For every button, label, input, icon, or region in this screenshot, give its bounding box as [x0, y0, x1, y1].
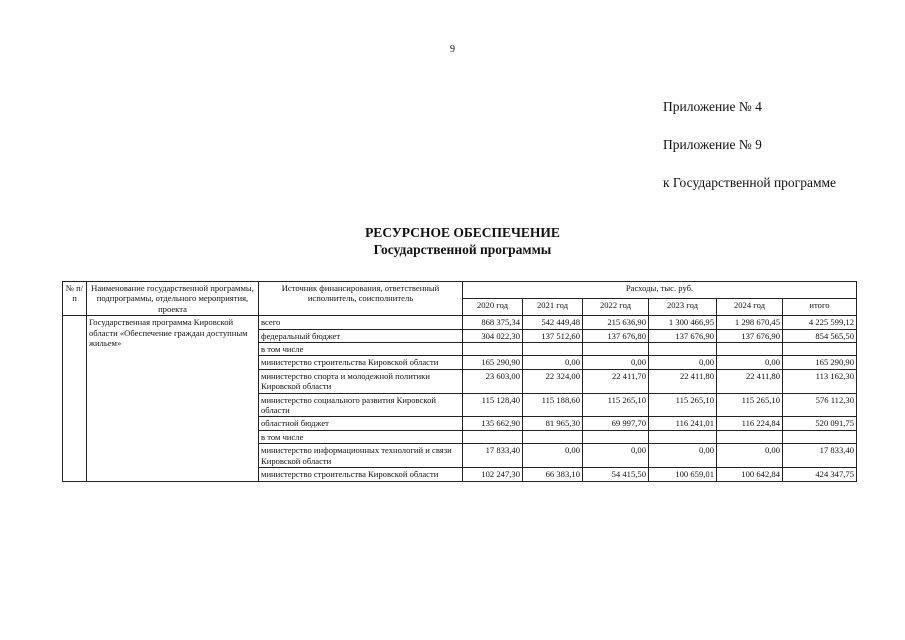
total-cell: 165 290,90 [783, 356, 857, 369]
amount-cell: 0,00 [523, 444, 583, 468]
header-year-2023: 2023 год [649, 299, 717, 316]
amount-cell: 116 241,01 [649, 417, 717, 430]
amount-cell: 23 603,00 [463, 369, 523, 393]
amount-cell [463, 430, 523, 443]
amount-cell: 22 411,80 [649, 369, 717, 393]
row-number-cell [63, 316, 87, 481]
amount-cell: 215 636,90 [583, 316, 649, 329]
amount-cell: 1 300 466,95 [649, 316, 717, 329]
amount-cell: 542 449,48 [523, 316, 583, 329]
amount-cell [583, 343, 649, 356]
funding-source-cell: министерство спорта и молодежной политики Кировской области [259, 369, 463, 393]
table-row [63, 316, 857, 329]
header-source: Источник финансирования, ответственный исполнитель, соисполнитель [259, 282, 463, 316]
amount-cell: 115 265,10 [583, 393, 649, 417]
funding-source-cell: в том числе [259, 343, 463, 356]
amount-cell [717, 430, 783, 443]
amount-cell: 102 247,30 [463, 468, 523, 481]
amount-cell: 137 676,90 [649, 329, 717, 342]
amount-cell [523, 343, 583, 356]
title-line-2: Государственной программы [373, 242, 552, 257]
amount-cell: 868 375,34 [463, 316, 523, 329]
table-body [63, 316, 857, 481]
amount-cell: 304 022,30 [463, 329, 523, 342]
amount-cell [463, 343, 523, 356]
amount-cell: 0,00 [717, 444, 783, 468]
program-name-cell: Государственная программа Кировской области «Обеспечение граждан доступным жильем» [87, 316, 259, 481]
document-title [0, 224, 905, 258]
header-year-2024: 2024 год [717, 299, 783, 316]
amount-cell [649, 343, 717, 356]
amount-cell: 137 676,80 [583, 329, 649, 342]
amount-cell: 135 662,90 [463, 417, 523, 430]
funding-source-cell: федеральный бюджет [259, 329, 463, 342]
header-name: Наименование государственной программы, подпрограммы, отдельного мероприятия, проекта [87, 282, 259, 316]
amount-cell: 22 324,00 [523, 369, 583, 393]
amount-cell: 54 415,50 [583, 468, 649, 481]
amount-cell [649, 430, 717, 443]
amount-cell: 115 265,10 [717, 393, 783, 417]
total-cell: 113 162,30 [783, 369, 857, 393]
header-year-2020: 2020 год [463, 299, 523, 316]
header-number: № п/п [63, 282, 87, 316]
amount-cell: 0,00 [523, 356, 583, 369]
amount-cell: 17 833,40 [463, 444, 523, 468]
header-total: итого [783, 299, 857, 316]
amount-cell: 66 383,10 [523, 468, 583, 481]
total-cell: 4 225 599,12 [783, 316, 857, 329]
amount-cell [717, 343, 783, 356]
total-cell: 854 565,50 [783, 329, 857, 342]
amount-cell: 0,00 [649, 356, 717, 369]
total-cell [783, 430, 857, 443]
amount-cell: 69 997,70 [583, 417, 649, 430]
total-cell: 17 833,40 [783, 444, 857, 468]
amount-cell: 100 642,84 [717, 468, 783, 481]
total-cell: 424 347,75 [783, 468, 857, 481]
amount-cell: 115 128,40 [463, 393, 523, 417]
appendix-line-2: Приложение № 9 [663, 137, 762, 152]
header-year-2021: 2021 год [523, 299, 583, 316]
amount-cell [583, 430, 649, 443]
funding-source-cell: министерство информационных технологий и связи Кировской области [259, 444, 463, 468]
amount-cell [523, 430, 583, 443]
amount-cell: 1 298 670,45 [717, 316, 783, 329]
header-year-2022: 2022 год [583, 299, 649, 316]
amount-cell: 116 224,84 [717, 417, 783, 430]
appendix-line-1: Приложение № 4 [663, 99, 762, 114]
total-cell [783, 343, 857, 356]
page-number: 9 [450, 44, 455, 55]
amount-cell: 22 411,70 [583, 369, 649, 393]
funding-source-cell: министерство строительства Кировской области [259, 468, 463, 481]
amount-cell: 137 676,90 [717, 329, 783, 342]
total-cell: 576 112,30 [783, 393, 857, 417]
funding-source-cell: министерство строительства Кировской области [259, 356, 463, 369]
funding-source-cell: в том числе [259, 430, 463, 443]
funding-source-cell: министерство социального развития Кировской области [259, 393, 463, 417]
amount-cell: 22 411,80 [717, 369, 783, 393]
amount-cell: 115 188,60 [523, 393, 583, 417]
amount-cell: 81 965,30 [523, 417, 583, 430]
amount-cell: 165 290,90 [463, 356, 523, 369]
title-line-1: РЕСУРСНОЕ ОБЕСПЕЧЕНИЕ [365, 225, 560, 240]
amount-cell: 100 659,01 [649, 468, 717, 481]
amount-cell: 137 512,60 [523, 329, 583, 342]
amount-cell: 0,00 [583, 444, 649, 468]
amount-cell: 0,00 [717, 356, 783, 369]
amount-cell: 0,00 [583, 356, 649, 369]
amount-cell: 115 265,10 [649, 393, 717, 417]
funding-source-cell: всего [259, 316, 463, 329]
resource-table [62, 281, 857, 482]
amount-cell: 0,00 [649, 444, 717, 468]
funding-source-cell: областной бюджет [259, 417, 463, 430]
total-cell: 520 091,75 [783, 417, 857, 430]
header-expenses: Расходы, тыс. руб. [463, 282, 857, 299]
appendix-line-3: к Государственной программе [663, 175, 837, 190]
